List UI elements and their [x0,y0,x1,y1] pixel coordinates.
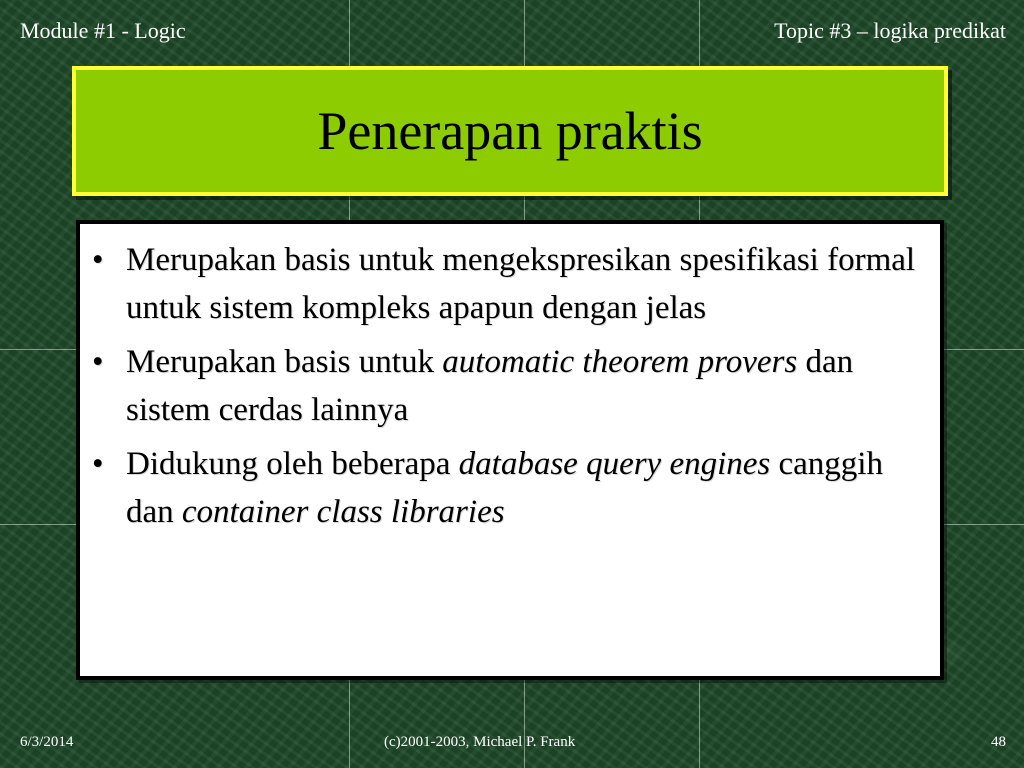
footer-page-number: 48 [991,734,1006,750]
bullet-text-italic: database query engines [458,446,771,482]
bullet-text: Merupakan basis untuk [126,344,443,380]
footer-copyright: (c)2001-2003, Michael P. Frank [384,734,576,750]
slide-content-box [76,220,944,680]
bullet-marker: • [92,446,104,482]
bullet-text: canggih dan [126,446,883,530]
bullet-item [92,338,932,434]
bullet-text: Merupakan basis untuk mengekspresikan spesifikasi formal untuk sistem kompleks apapun dengan jelas [126,242,916,326]
bullet-marker: • [92,344,104,380]
bullet-item [92,440,932,536]
bullet-marker: • [92,242,104,278]
header-module-label: Module #1 - Logic [20,18,186,43]
header-topic-label: Topic #3 – logika predikat [774,18,1006,43]
bullet-text: Didukung oleh beberapa [126,446,459,482]
bullet-text-italic: automatic theorem provers [442,344,798,380]
footer-date: 6/3/2014 [20,734,74,750]
bullet-item [92,236,932,332]
bullet-text: dan sistem cerdas lainnya [126,344,854,428]
slide-title-box [72,66,948,196]
bullet-text-italic: container class libraries [181,494,505,530]
bullet-list [80,224,940,536]
slide-title: Penerapan praktis [317,101,703,161]
